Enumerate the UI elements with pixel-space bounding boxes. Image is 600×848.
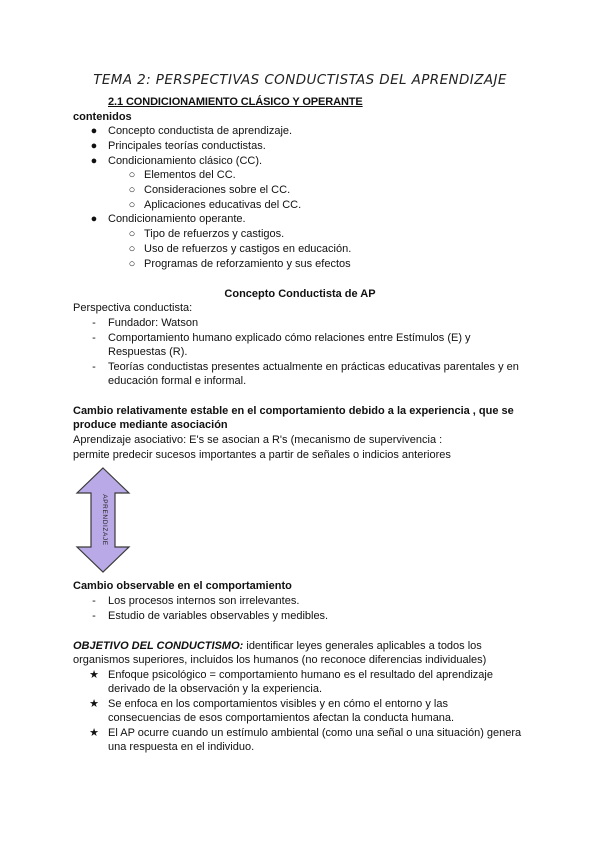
bullet-circle: ○ — [128, 169, 136, 181]
contents-subitem: Uso de refuerzos y castigos en educación. — [144, 243, 352, 255]
bullet-dot: ● — [90, 155, 98, 167]
objective-line1 — [73, 639, 482, 653]
concept-intro: Perspectiva conductista: — [73, 302, 193, 314]
bullet-dash: - — [92, 332, 96, 344]
contents-subitem: Tipo de refuerzos y castigos. — [144, 228, 285, 240]
concept-item-continued: educación formal e informal. — [108, 375, 247, 387]
contents-item: Concepto conductista de aprendizaje. — [108, 125, 293, 137]
arrow-label: APRENDIZAJE — [101, 494, 108, 546]
double-arrow-graphic — [73, 465, 133, 575]
section-subtitle: 2.1 CONDICIONAMIENTO CLÁSICO Y OPERANTE — [108, 96, 363, 108]
star-icon: ★ — [89, 698, 99, 710]
bullet-dot: ● — [90, 125, 98, 137]
contents-item: Condicionamiento operante. — [108, 213, 246, 225]
bullet-dash: - — [92, 361, 96, 373]
bullet-circle: ○ — [128, 228, 136, 240]
change-text-line2: permite predecir sucesos importantes a partir de señales o indicios anteriores — [73, 449, 451, 461]
bullet-dash: - — [92, 610, 96, 622]
star-icon: ★ — [89, 669, 99, 681]
change-text-line1: Aprendizaje asociativo: E's se asocian a R's (mecanismo de supervivencia : — [73, 434, 443, 446]
contents-subitem: Programas de reforzamiento y sus efectos — [144, 258, 351, 270]
objective-text: identificar leyes generales aplicables a todos los — [243, 640, 482, 652]
contents-item: Principales teorías conductistas. — [108, 140, 266, 152]
bullet-dash: - — [92, 317, 96, 329]
contents-item: Condicionamiento clásico (CC). — [108, 155, 263, 167]
objective-star-item-continued: consecuencias de esos comportamientos afectan la conducta humana. — [108, 712, 455, 724]
objective-star-item: Enfoque psicológico = comportamiento humano es el resultado del aprendizaje — [108, 669, 493, 681]
bullet-circle: ○ — [128, 199, 136, 211]
change2-item: Los procesos internos son irrelevantes. — [108, 595, 300, 607]
bullet-dash: - — [92, 595, 96, 607]
change-heading-line2: produce mediante asociación — [73, 419, 228, 431]
objective-star-item-continued: derivado de la observación y la experiencia. — [108, 683, 323, 695]
contents-subitem: Aplicaciones educativas del CC. — [144, 199, 302, 211]
bullet-circle: ○ — [128, 243, 136, 255]
contents-subitem: Elementos del CC. — [144, 169, 236, 181]
change-heading-line1: Cambio relativamente estable en el comportamiento debido a la experiencia , que se — [73, 405, 514, 417]
concept-item: Comportamiento humano explicado cómo relaciones entre Estímulos (E) y — [108, 332, 471, 344]
change2-item: Estudio de variables observables y medibles. — [108, 610, 329, 622]
bullet-dot: ● — [90, 140, 98, 152]
document-title: TEMA 2: PERSPECTIVAS CONDUCTISTAS DEL APRENDIZAJE — [93, 72, 507, 88]
objective-star-item: El AP ocurre cuando un estímulo ambiental (como una señal o una situación) genera — [108, 727, 522, 739]
contents-subitem: Consideraciones sobre el CC. — [144, 184, 291, 196]
objective-star-item: Se enfoca en los comportamientos visibles y en cómo el entorno y las — [108, 698, 448, 710]
objective-line2: organismos superiores, incluidos los humanos (no reconoce diferencias individuales) — [73, 654, 487, 666]
concept-item: Teorías conductistas presentes actualmente en prácticas educativas parentales y en — [108, 361, 519, 373]
bullet-dot: ● — [90, 213, 98, 225]
concept-heading: Concepto Conductista de AP — [224, 288, 376, 300]
contents-heading: contenidos — [73, 111, 132, 123]
bullet-circle: ○ — [128, 184, 136, 196]
concept-item-continued: Respuestas (R). — [108, 346, 188, 358]
bullet-circle: ○ — [128, 258, 136, 270]
objective-star-item-continued: una respuesta en el individuo. — [108, 741, 255, 753]
change2-heading: Cambio observable en el comportamiento — [73, 580, 292, 592]
objective-label: OBJETIVO DEL CONDUCTISMO: — [73, 640, 244, 652]
concept-item: Fundador: Watson — [108, 317, 199, 329]
star-icon: ★ — [89, 727, 99, 739]
